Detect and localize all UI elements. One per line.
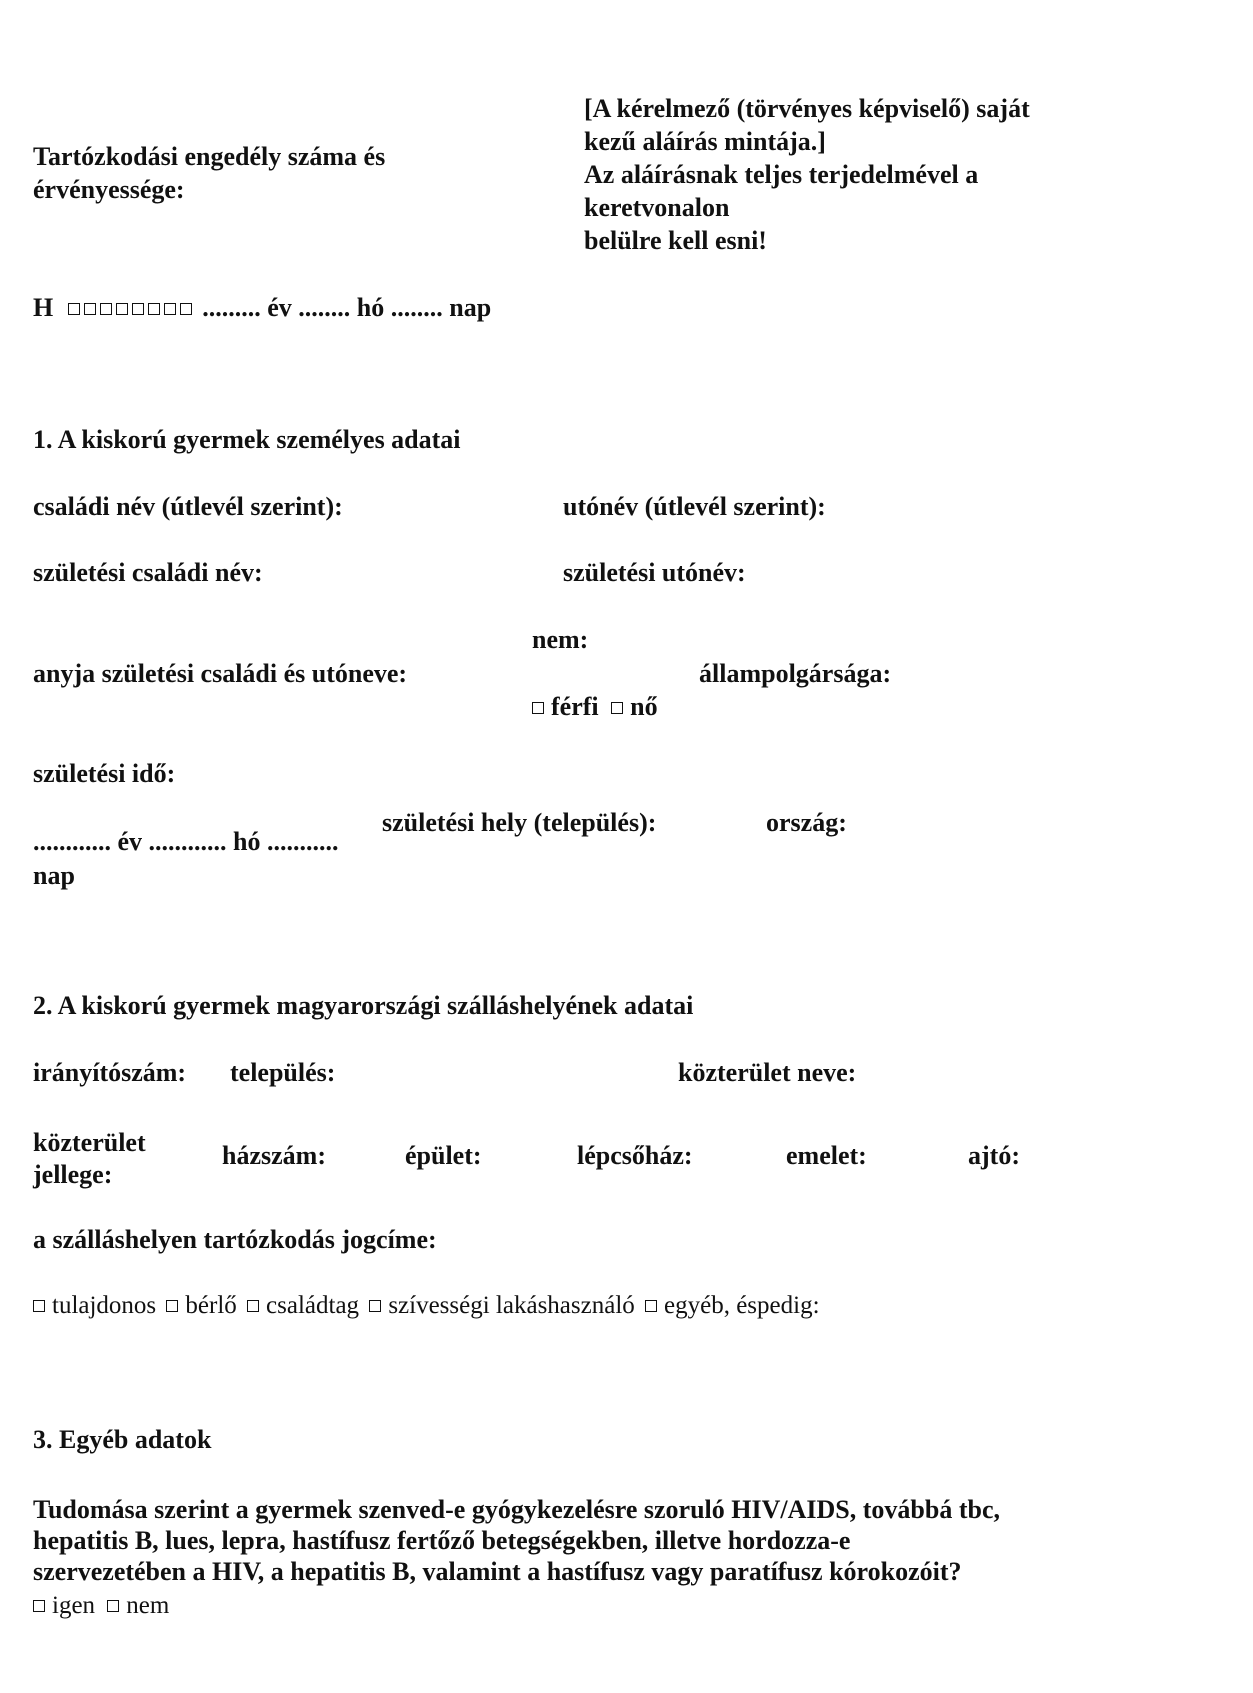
family-member-checkbox[interactable] — [247, 1300, 259, 1312]
birth-place-label: születési hely (település): — [382, 808, 657, 837]
owner-checkbox[interactable] — [33, 1300, 45, 1312]
birth-date-line: ............ év ............ hó ........... — [33, 827, 339, 856]
male-checkbox[interactable] — [532, 702, 544, 714]
street-name-label: közterület neve: — [678, 1058, 857, 1087]
building-label: épület: — [405, 1141, 482, 1170]
birth-date-label: születési idő: — [33, 759, 176, 788]
country-label: ország: — [766, 808, 847, 837]
sex-label: nem: — [532, 625, 589, 654]
city-label: település: — [230, 1058, 336, 1087]
other-checkbox[interactable] — [645, 1300, 657, 1312]
no-checkbox[interactable] — [107, 1600, 119, 1612]
birth-family-name-label: születési családi név: — [33, 558, 263, 587]
digit-box[interactable] — [116, 303, 128, 315]
yes-checkbox[interactable] — [33, 1600, 45, 1612]
family-name-label: családi név (útlevél szerint): — [33, 492, 343, 521]
citizenship-label: állampolgársága: — [699, 659, 892, 688]
digit-box[interactable] — [164, 303, 176, 315]
permit-validity-date: ......... év ........ hó ........ nap — [202, 293, 492, 322]
floor-label: emelet: — [786, 1141, 867, 1170]
sex-options — [532, 694, 658, 720]
health-question: Tudomása szerint a gyermek szenved-e gyógykezelésre szoruló HIV/AIDS, továbbá tbc, hepatitis B, lues, lepra, hastífusz fertőző betegségekben, illetve hordozza-e szervezetében a HIV, a hepatitis B, valamint a hastífusz vagy paratífusz kórokozóit? — [33, 1495, 1000, 1586]
signature-note: [A kérelmező (törvényes képviselő) saját kezű aláírás mintája.] Az aláírásnak teljes terjedelmével a keretvonalon belülre kell esni! — [584, 94, 1030, 255]
section2-title: 2. A kiskorú gyermek magyarországi szálláshelyének adatai — [33, 991, 694, 1020]
mother-name-label: anyja születési családi és utóneve: — [33, 659, 408, 688]
female-option-label: nő — [630, 692, 658, 721]
health-answer-options: igen nem — [33, 1593, 169, 1618]
door-label: ajtó: — [968, 1141, 1020, 1170]
digit-box[interactable] — [84, 303, 96, 315]
tenant-checkbox[interactable] — [166, 1300, 178, 1312]
staircase-label: lépcsőház: — [577, 1141, 693, 1170]
residence-title-label: a szálláshelyen tartózkodás jogcíme: — [33, 1225, 437, 1254]
permit-number-row — [33, 295, 491, 321]
digit-box[interactable] — [100, 303, 112, 315]
female-checkbox[interactable] — [611, 702, 623, 714]
section1-title: 1. A kiskorú gyermek személyes adatai — [33, 425, 461, 454]
house-number-label: házszám: — [222, 1141, 326, 1170]
birth-given-name-label: születési utónév: — [563, 558, 746, 587]
zip-label: irányítószám: — [33, 1058, 187, 1087]
permit-number-boxes[interactable] — [68, 293, 203, 322]
male-option-label: férfi — [551, 692, 599, 721]
birth-date-day: nap — [33, 861, 75, 890]
street-type-label: közterület jellege: — [33, 1128, 146, 1189]
digit-box[interactable] — [180, 303, 192, 315]
residence-title-options: tulajdonos bérlő családtag szívességi lakáshasználó egyéb, éspedig: — [33, 1293, 820, 1318]
permit-label: Tartózkodási engedély száma és érvényessége: — [33, 142, 386, 204]
digit-box[interactable] — [148, 303, 160, 315]
digit-box[interactable] — [132, 303, 144, 315]
section3-title: 3. Egyéb adatok — [33, 1425, 212, 1454]
permit-prefix: H — [33, 293, 54, 322]
digit-box[interactable] — [68, 303, 80, 315]
given-name-label: utónév (útlevél szerint): — [563, 492, 826, 521]
courtesy-user-checkbox[interactable] — [369, 1300, 381, 1312]
